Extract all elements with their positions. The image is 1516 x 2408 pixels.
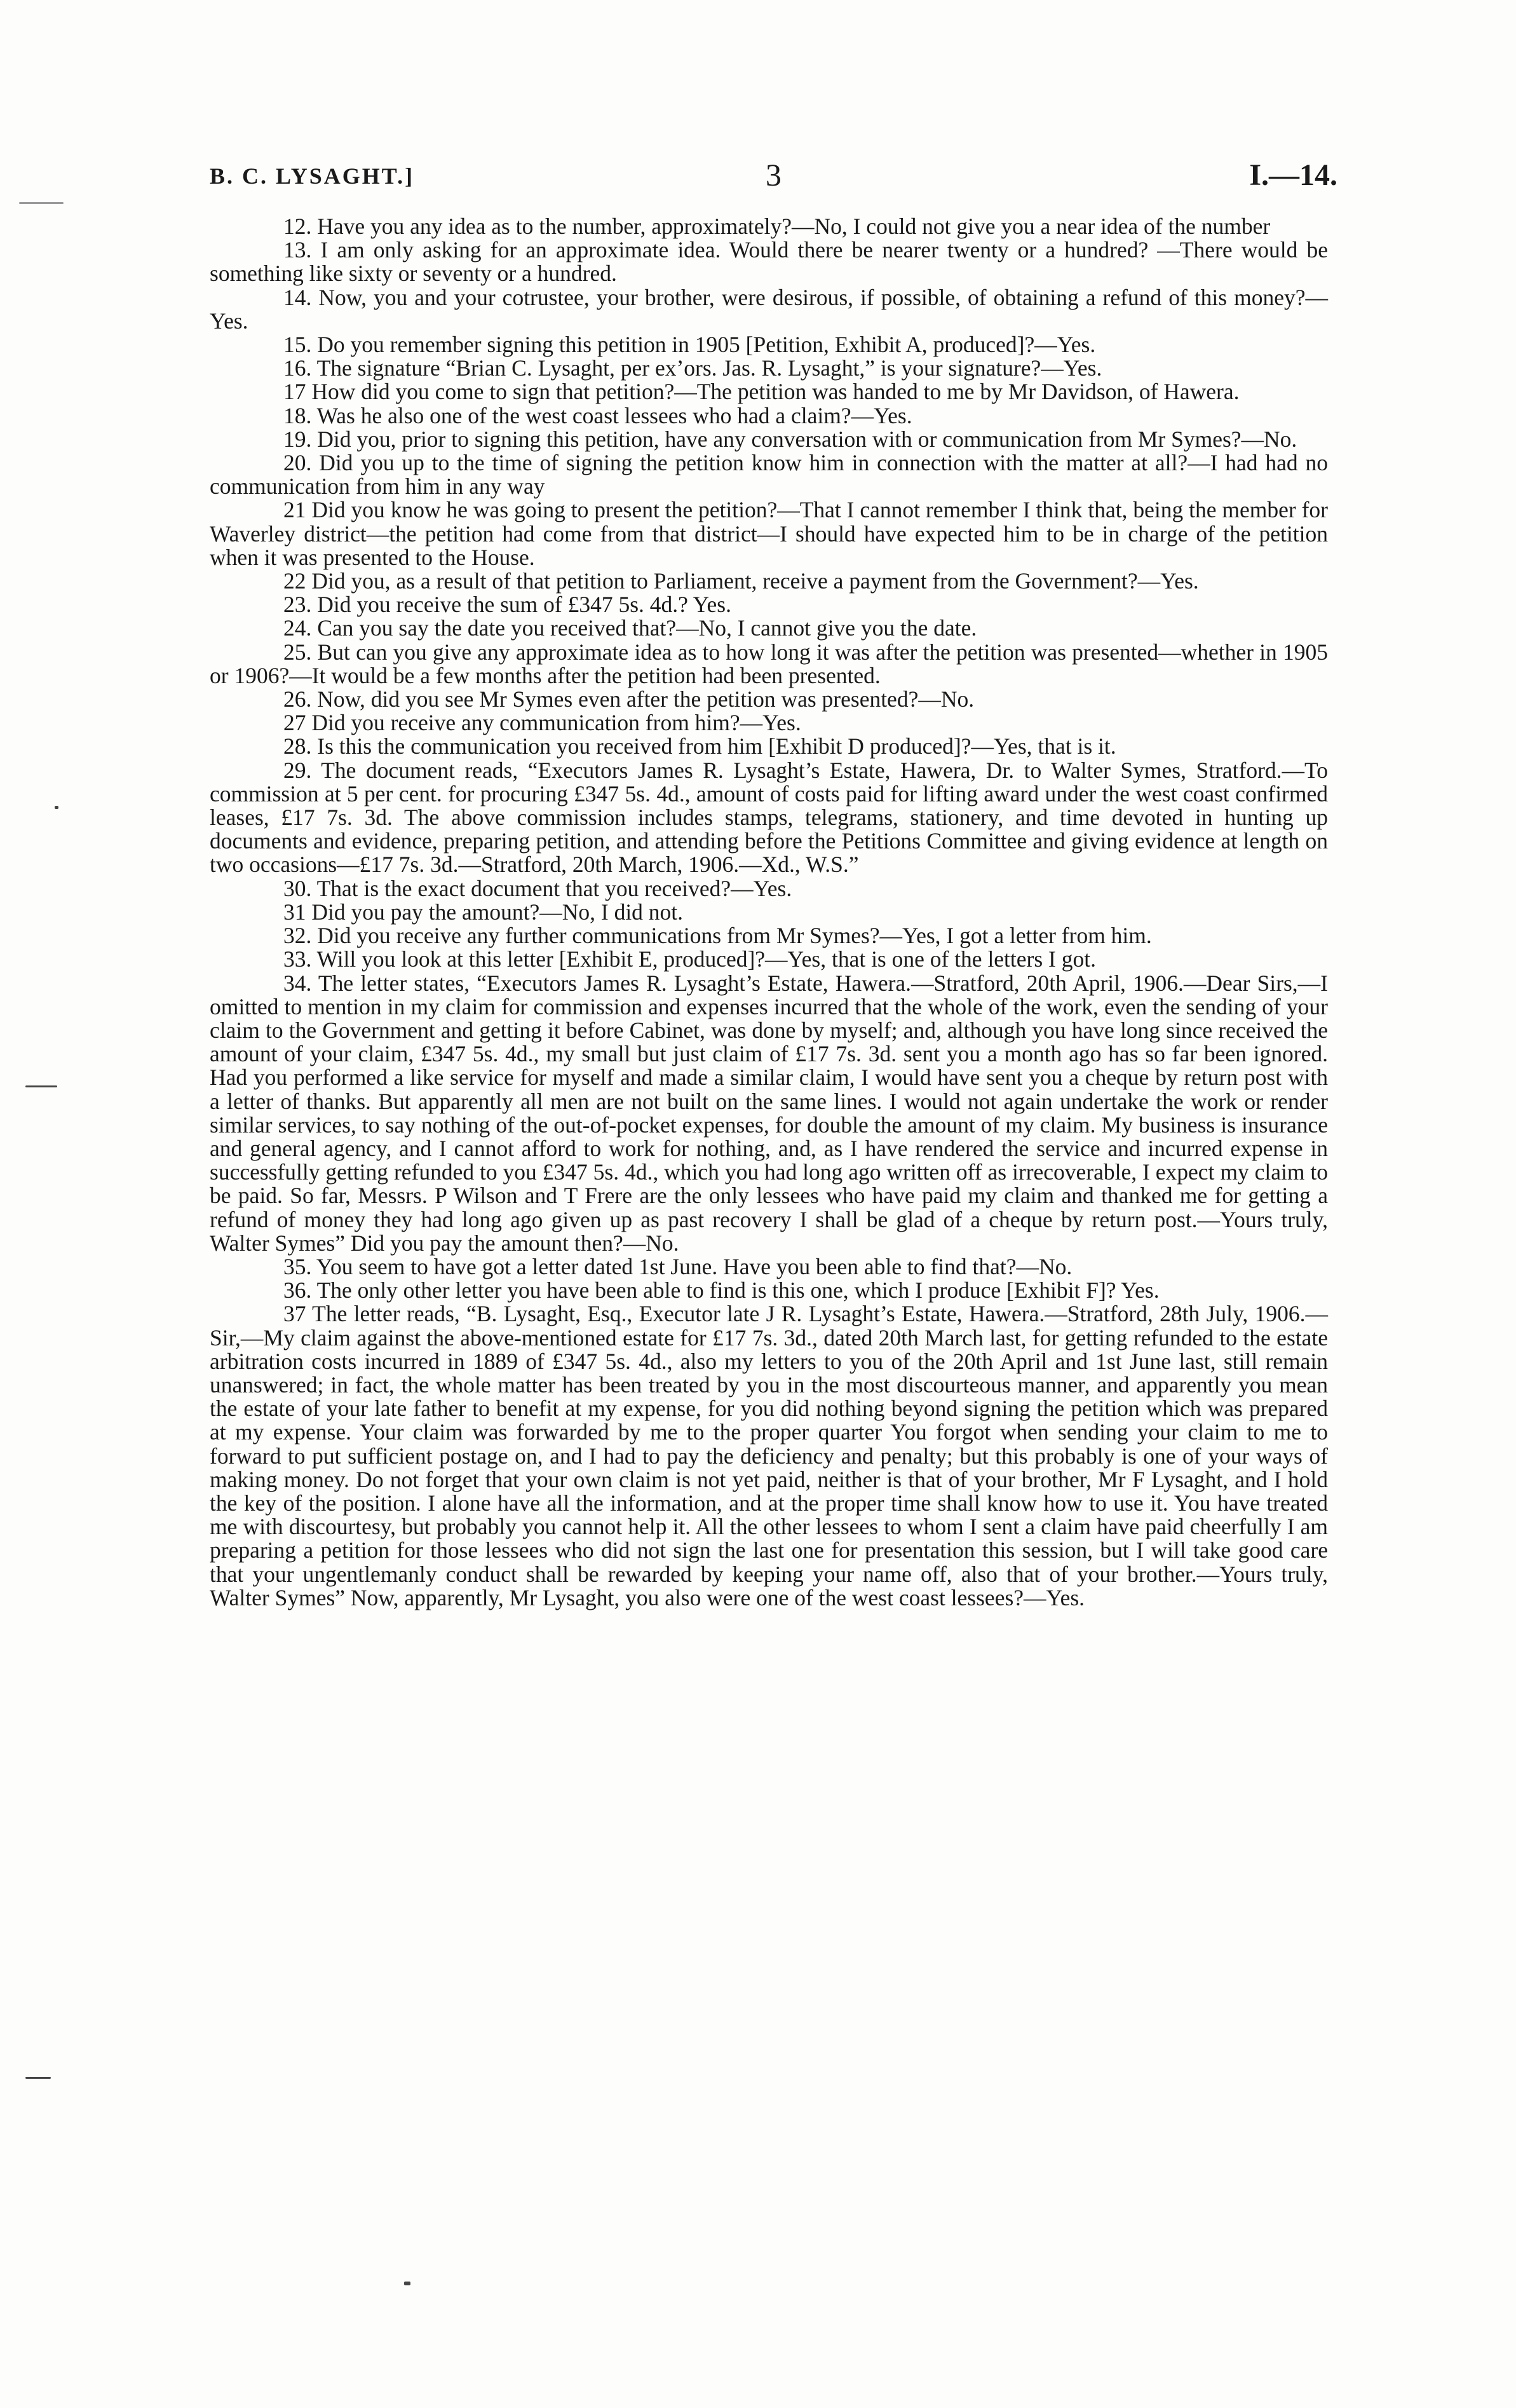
scan-mark (25, 1085, 57, 1087)
paragraph-q35: 35. You seem to have got a letter dated 1st June. Have you been able to find that?—No. (283, 1253, 1073, 1279)
witness-name-header: B. C. LYSAGHT.] (210, 163, 415, 189)
paragraph-q22: 22 Did you, as a result of that petition to Parliament, receive a payment from the Government?—Yes. (283, 568, 1199, 594)
scan-mark (55, 806, 58, 809)
paragraph-q24: 24. Can you say the date you received that?—No, I cannot give you the date. (283, 615, 977, 641)
document-reference: I.—14. (1249, 158, 1337, 192)
scan-mark (19, 202, 64, 204)
paragraph-q27: 27 Did you receive any communication from him?—Yes. (283, 710, 801, 736)
paragraph-q20: 20. Did you up to the time of signing the petition know him in connection with the matter at all?—I had had no communication from him in any way (210, 450, 1328, 500)
paragraph-q26: 26. Now, did you see Mr Symes even after the petition was presented?—No. (283, 686, 975, 712)
paragraph-q31: 31 Did you pay the amount?—No, I did not. (283, 899, 684, 925)
page-number: 3 (766, 157, 782, 193)
transcript-body (210, 215, 1328, 1610)
paragraph-q14: 14. Now, you and your cotrustee, your brother, were desirous, if possible, of obtaining a refund of this money?—Yes. (210, 284, 1328, 334)
paragraph-q12: 12. Have you any idea as to the number, approximately?—No, I could not give you a near idea of the number (283, 214, 1271, 239)
scan-mark (404, 2282, 410, 2285)
paragraph-q17: 17 How did you come to sign that petition?—The petition was handed to me by Mr Davidson, of Hawera. (283, 379, 1240, 405)
paragraph-q37: 37 The letter reads, “B. Lysaght, Esq., Executor late J R. Lysaght’s Estate, Hawera.—Stratford, 28th July, 1906.—Sir,—My claim against the above-mentioned estate for £17 7s. 3d., dated 20th March last, for getting refunded to the estate arbitration costs incurred in 1889 of £347 5s. 4d., also my letters to you of the 20th April and 1st June last, still remain unanswered; in fact, the whole matter has been treated by you in the most discourteous manner, and apparently you mean the estate of your late father to benefit at my expense, for you did nothing beyond signing the petition which was prepared at my expense. Your claim was forwarded by me to the proper quarter You forgot when sending your claim to me to forward to put sufficient postage on, and I had to pay the deficiency and penalty; but this probably is one of your ways of making money. Do not forget that your own claim is not yet paid, neither is that of your brother, Mr F Lysaght, and I hold the key of the position. I alone have all the information, and at the proper time shall know how to use it. You have treated me with discourtesy, but probably you cannot help it. All the other lessees to whom I sent a claim have paid cheerfully I am preparing a petition for those lessees who did not sign the last one for presentation this session, but I will take good care that your ungentlemanly conduct shall be rewarded by keeping your name off, also that of your brother.—Yours truly, Walter Symes” Now, apparently, Mr Lysaght, you also were one of the west coast lessees?—Yes. (210, 1301, 1328, 1610)
paragraph-q21: 21 Did you know he was going to present the petition?—That I cannot remember I think that, being the member for Waverley district—the petition had come from that district—I should have expected him to be in charge of the petition when it was presented to the House. (210, 497, 1328, 570)
paragraph-q23: 23. Did you receive the sum of £347 5s. 4d.? Yes. (283, 592, 731, 618)
paragraph-q29: 29. The document reads, “Executors James R. Lysaght’s Estate, Hawera, Dr. to Walter Symes, Stratford.—To commission at 5 per cent. for procuring £347 5s. 4d., amount of costs paid for lifting award under the west coast confirmed leases, £17 7s. 3d. The above commission includes stamps, telegrams, stationery, and time devoted in hunting up documents and evidence, preparing petition, and attending before the Petitions Committee and giving evidence at length on two occasions—£17 7s. 3d.—Stratford, 20th March, 1906.—Xd., W.S.” (210, 757, 1328, 878)
paragraph-q33: 33. Will you look at this letter [Exhibit E, produced]?—Yes, that is one of the letters I got. (283, 946, 1096, 972)
paragraph-q13: 13. I am only asking for an approximate idea. Would there be nearer twenty or a hundred? —There would be something like sixty or seventy or a hundred. (210, 237, 1328, 287)
paragraph-q16: 16. The signature “Brian C. Lysaght, per ex’ors. Jas. R. Lysaght,” is your signature?—Yes. (283, 355, 1102, 381)
paragraph-q32: 32. Did you receive any further communications from Mr Symes?—Yes, I got a letter from him. (283, 923, 1152, 949)
scan-mark (25, 2077, 51, 2079)
paragraph-q25: 25. But can you give any approximate idea as to how long it was after the petition was presented—whether in 1905 or 1906?—It would be a few months after the petition had been presented. (210, 639, 1328, 688)
paragraph-q18: 18. Was he also one of the west coast lessees who had a claim?—Yes. (283, 402, 912, 428)
paragraph-q19: 19. Did you, prior to signing this petition, have any conversation with or communication from Mr Symes?—No. (283, 426, 1297, 452)
paragraph-q36: 36. The only other letter you have been able to find is this one, which I produce [Exhibit F]? Yes. (283, 1277, 1160, 1303)
page-header (210, 158, 1337, 208)
paragraph-q34: 34. The letter states, “Executors James R. Lysaght’s Estate, Hawera.—Stratford, 20th April, 1906.—Dear Sirs,—I omitted to mention in my claim for commission and expenses incurred that the whole of the work, even the sending of your claim to the Government and getting it before Cabinet, was done by myself; and, although you have long since received the amount of your claim, £347 5s. 4d., my small but just claim of £17 7s. 3d. sent you a month ago has so far been ignored. Had you performed a like service for myself and made a similar claim, I would have sent you a cheque by return post with a letter of thanks. But apparently all men are not built on the same lines. I would not again undertake the work or render similar services, to say nothing of the out-of-pocket expenses, for double the amount of my claim. My business is insurance and general agency, and I cannot afford to work for nothing, and, as I have rendered the service and incurred expense in successfully getting refunded to you £347 5s. 4d., which you had long ago written off as irrecoverable, I expect my claim to be paid. So far, Messrs. P Wilson and T Frere are the only lessees who have paid my claim and thanked me for getting a refund of money they had long ago given up as past recovery I shall be glad of a cheque by return post.—Yours truly, Walter Symes” Did you pay the amount then?—No. (210, 970, 1328, 1256)
paragraph-q28: 28. Is this the communication you received from him [Exhibit D produced]?—Yes, that is it. (283, 733, 1116, 759)
paragraph-q30: 30. That is the exact document that you received?—Yes. (283, 875, 792, 901)
paragraph-q15: 15. Do you remember signing this petition in 1905 [Petition, Exhibit A, produced]?—Yes. (283, 332, 1096, 358)
